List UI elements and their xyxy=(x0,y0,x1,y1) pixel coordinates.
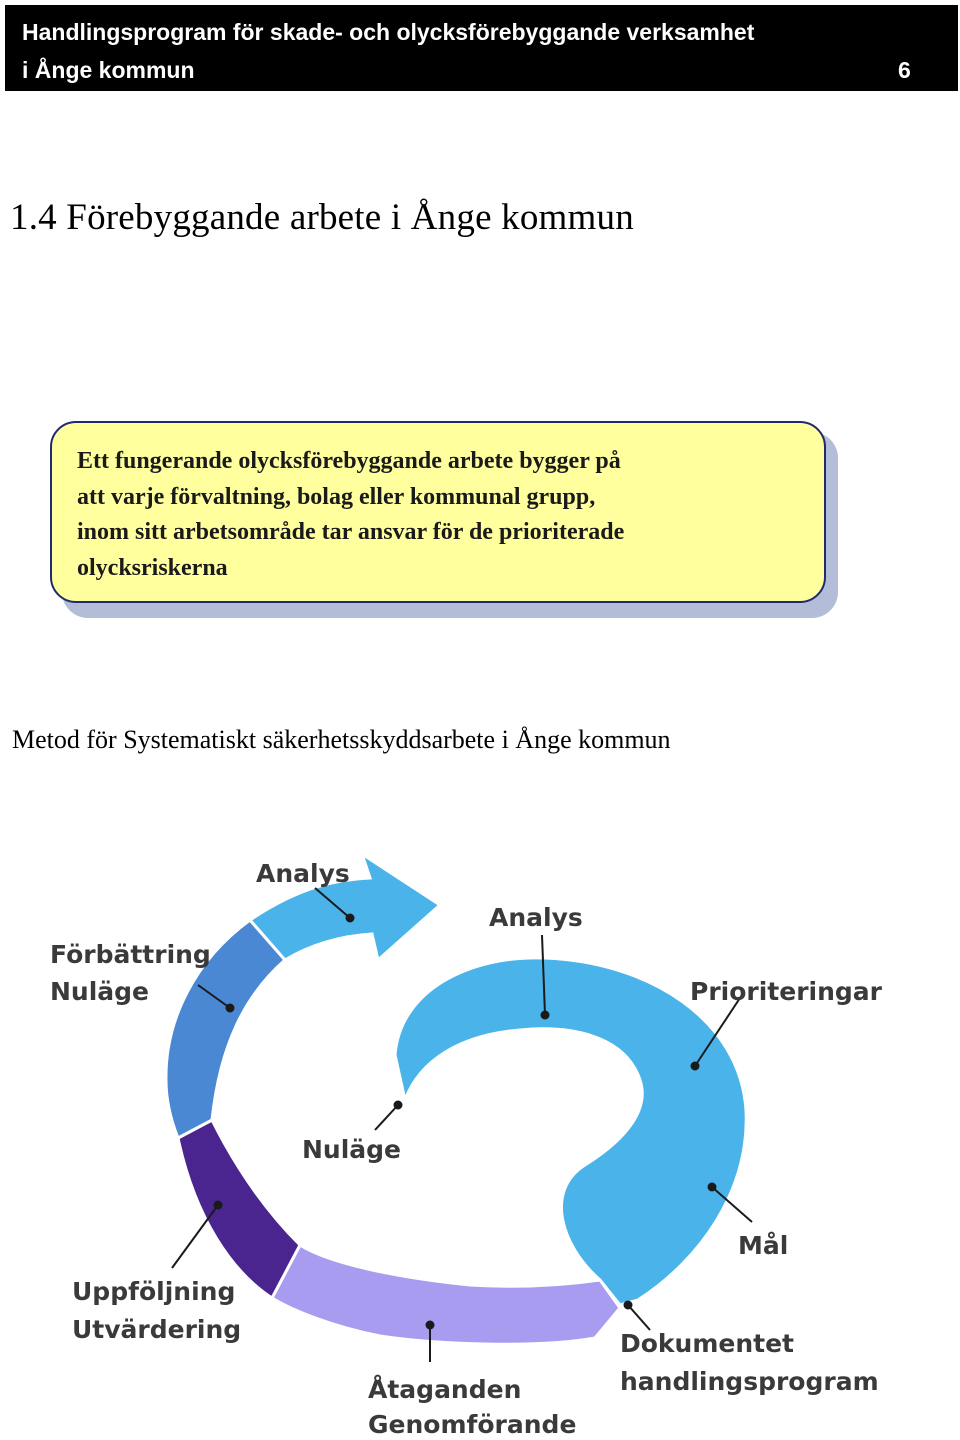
callout-line: olycksriskerna xyxy=(77,554,228,581)
callout-line: att varje förvaltning, bolag eller kommunal grupp, xyxy=(77,483,596,510)
callout-line: Ett fungerande olycksförebyggande arbete bygger på xyxy=(77,448,621,474)
label-utvardering: Utvärdering xyxy=(72,1315,242,1344)
label-forbattring: Förbättring xyxy=(50,940,211,969)
label-mal: Mål xyxy=(738,1231,789,1260)
label-prioriteringar: Prioriteringar xyxy=(690,977,882,1006)
diagram-caption: Metod för Systematiskt säkerhetsskyddsarbete i Ånge kommun xyxy=(12,725,671,754)
label-handlingsprogram: handlingsprogram xyxy=(620,1367,879,1396)
page-header xyxy=(5,5,958,91)
section-title: 1.4 Förebyggande arbete i Ånge kommun xyxy=(10,197,634,238)
header-subtitle: i Ånge kommun xyxy=(22,57,195,83)
cycle-diagram xyxy=(0,830,960,1440)
label-genomforande: Genomförande xyxy=(368,1410,577,1439)
segment-uppfoljning xyxy=(178,1120,300,1298)
label-nulage-inner: Nuläge xyxy=(302,1135,402,1164)
label-ataganden: Åtaganden xyxy=(368,1375,522,1404)
segment-ataganden xyxy=(272,1245,620,1344)
label-nulage-outer: Nuläge xyxy=(50,977,150,1006)
label-uppfoljning: Uppföljning xyxy=(72,1277,236,1306)
label-analys-inner: Analys xyxy=(489,903,583,932)
label-dokumentet: Dokumentet xyxy=(620,1329,795,1358)
page-number: 6 xyxy=(898,57,911,83)
callout-text xyxy=(77,444,817,586)
segment-prioriteringar xyxy=(395,958,746,1305)
label-analys-top: Analys xyxy=(256,859,350,888)
callout-line: inom sitt arbetsområde tar ansvar för de prioriterade xyxy=(77,519,625,545)
header-title: Handlingsprogram för skade- och olycksförebyggande verksamhet xyxy=(22,19,755,45)
